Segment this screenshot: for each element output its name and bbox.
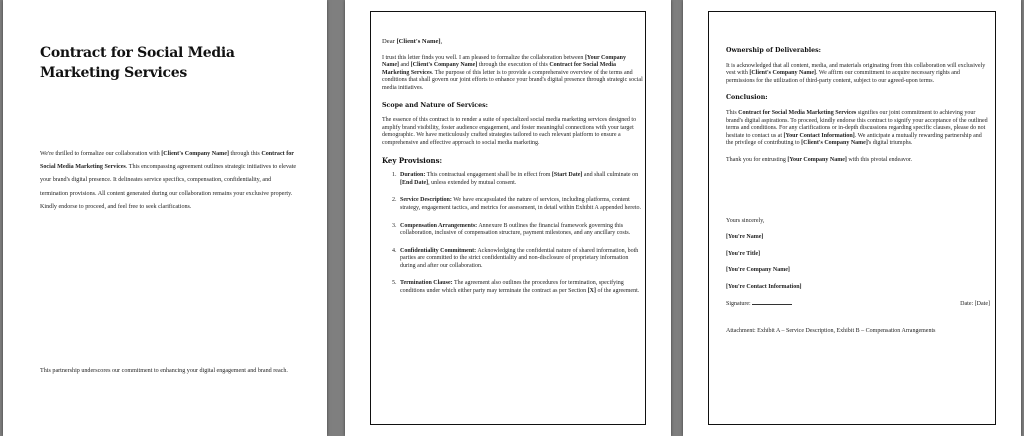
client-company-placeholder: [Client's Company Name]	[161, 151, 229, 157]
cover-footer: This partnership underscores our commitment to enhancing your digital engagement and brand reach.	[40, 368, 288, 374]
signer-title: [You're Title]	[726, 250, 761, 257]
signature-blank	[752, 304, 792, 305]
key-provisions-heading: Key Provisions:	[382, 155, 443, 165]
signer-company: [You're Company Name]	[726, 267, 790, 274]
signer-contact: [You're Contact Information]	[726, 283, 802, 290]
attachment-note: Attachment: Exhibit A – Service Description, Exhibit B – Compensation Arrangements	[726, 328, 936, 335]
scope-heading: Scope and Nature of Services:	[382, 101, 489, 109]
contract-title: Contract for Social Media Marketing Services	[40, 45, 235, 81]
provision-compensation: 3. Compensation Arrangements: Annexure B outlines the financial framework governing this collaboration, inclusive of compensation structure, payment milestones, and any ancillary costs.	[398, 223, 644, 238]
provision-service-description: 2. Service Description: We have encapsulated the nature of services, including platforms, content strategy, engagement tactics, and metrics for assessment, in detail within Exhibit A appended hereto.	[398, 197, 644, 212]
signature-field: Signature:	[726, 301, 792, 309]
conclusion-heading: Conclusion:	[726, 94, 768, 102]
cover-page	[3, 0, 327, 436]
provision-confidentiality: 4. Confidentiality Commitment: Acknowledging the confidential nature of shared information, both parties are committed to the strict confidentiality and non-disclosure of proprietary information during and after our collaboration.	[398, 248, 644, 271]
provisions-list	[382, 172, 644, 296]
salutation: Dear [Client's Name],	[382, 38, 443, 45]
cover-intro: We're thrilled to formalize our collaboration with [Client's Company Name] through this Contract for Social Media Marketing Services. This encompassing agreement outlines strategic initiatives to elevate your brand's digital presence. It delineates service specifics, compensation, confidentiality, and termination provisions. All content generated during our collaboration remains your exclusive property. Kindly endorse to proceed, and feel free to seek clarifications.	[40, 151, 297, 210]
provision-termination: 5. Termination Clause: The agreement also outlines the procedures for termination, specifying conditions under which either party may terminate the contract as per Section [X] of the agreement.	[398, 280, 644, 295]
signature-row	[726, 301, 990, 309]
letter-intro: I trust this letter finds you well. I am pleased to formalize the collaboration between [Your Company Name] and [Client's Company Name] through the execution of this Contract for Social Media Marketing Services. The purpose of this letter is to provide a comprehensive overview of the terms and conditions that shall govern our joint efforts to enhance your brand's digital presence through strategic social media initiatives.	[382, 54, 643, 91]
letter-content	[382, 38, 644, 306]
ownership-heading: Ownership of Deliverables:	[726, 47, 822, 54]
client-name-placeholder: [Client's Name]	[396, 38, 441, 45]
closing-content	[726, 47, 990, 345]
closing-salutation: Yours sincerely,	[726, 217, 765, 224]
closing-page	[683, 0, 1021, 436]
letter-page	[345, 0, 671, 436]
ownership-text: It is acknowledged that all content, media, and materials originating from this collaboration will exclusively vest with [Client's Company Name]. We affirm our commitment to acquire necessary rights and permissions for the utilization of third-party content, subject to our agreed-upon terms.	[726, 62, 986, 84]
provision-duration: 1. Duration: This contractual engagement shall be in effect from [Start Date] and shall culminate on [End Date], unless extended by mutual consent.	[398, 172, 644, 187]
contract-name: Contract for Social Media Marketing Services	[40, 151, 294, 171]
scope-text: The essence of this contract is to render a suite of specialized social media marketing services designed to amplify brand visibility, foster audience engagement, and foster meaningful connections with your target demographic. We have meticulously crafted strategies tailored to each relevant platform to ensure a comprehensive and effective approach to social media marketing.	[382, 117, 637, 146]
signer-name: [You're Name]	[726, 234, 764, 241]
date-field: Date: [Date]	[960, 300, 990, 307]
thanks-text: Thank you for entrusting [Your Company Name] with this pivotal endeavor.	[726, 156, 913, 163]
conclusion-text: This Contract for Social Media Marketing Services signifies our joint commitment to achieving your brand's digital aspirations. To proceed, kindly endorse this contract to signify your acceptance of the outlined terms and conditions. For any clarifications or in-depth discussions regarding specific clauses, please do not hesitate to contact us at [Your Contact Information]. We anticipate a mutually rewarding partnership and the privilege of contributing to [Client's Company Name]'s digital triumphs.	[726, 109, 988, 147]
